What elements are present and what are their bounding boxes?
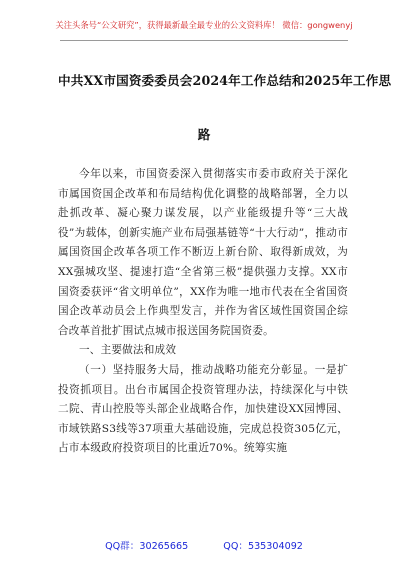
document-title-line1: 中共XX市国资委委员会2024年工作总结和2025年工作思 [58,73,392,88]
header-divider [60,40,348,41]
paragraph-section-1: （一）坚持服务大局，推动战略功能充分彰显。一是扩投资抓项目。出台市属国企投资管理办法，持续深化与中铁二院、青山控股等头部企业战略合作，加快建设XX园博园、市域铁路S3线等37项重大基础设施，完成总投资305亿元，占市本级政府投资项目的比重近70%。统筹实施 [58,363,348,455]
document-body [58,165,348,459]
section-heading: 一、主要做法和成效 [79,344,177,357]
footer-qq: QQ：535304092 [223,541,303,552]
header-banner: 关注头条号“公文研究”，获得最新最全最专业的公文资料库！ 微信：gongwenyj [55,20,353,30]
paragraph-intro: 今年以来，市国资委深入贯彻落实市委市政府关于深化市属国资国企改革和布局结构优化调整的战略部署，全力以赴抓改革、凝心聚力谋发展，以产业能级提升等“三大战役”为载体，创新实施产业布局强基链等“十大行动”，推动市属国资国企改革各项工作不断迈上新台阶、取得新成效，为XX强城攻坚、提速打造“全省第三极”提供强力支撑。XX市国资委获评“省文明单位”，XX作为唯一地市代表在全省国资国企改革动员会上作典型发言，并作为省区域性国资国企综合改革首批扩围试点城市报送国务院国资委。 [58,168,348,337]
document-title-line2: 路 [197,127,211,142]
footer-qq-group: QQ群：30265665 [105,541,189,552]
footer-contact [0,538,408,552]
